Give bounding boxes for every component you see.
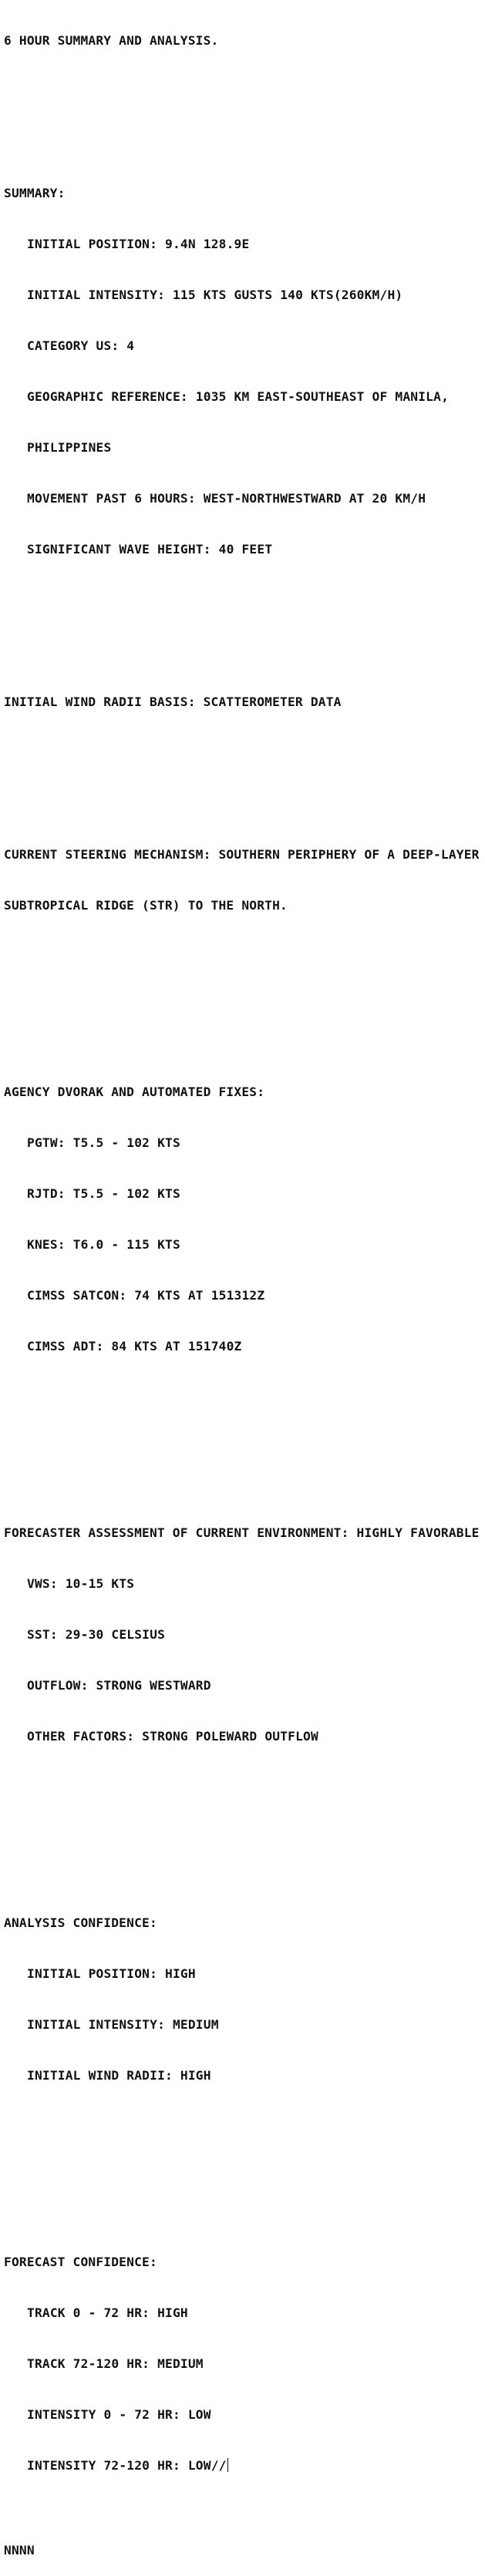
blank-line (4, 982, 480, 999)
blank-line (4, 745, 480, 762)
forecast-confidence-item: INTENSITY 0 - 72 HR: LOW (27, 2407, 211, 2422)
blank-line (4, 1423, 480, 1440)
text-cursor (227, 2458, 228, 2472)
forecast-confidence-item: TRACK 0 - 72 HR: HIGH (27, 2305, 188, 2320)
analysis-confidence-item: INITIAL INTENSITY: MEDIUM (27, 2017, 219, 2032)
wave-height: SIGNIFICANT WAVE HEIGHT: 40 FEET (27, 542, 273, 557)
analysis-confidence-item: INITIAL WIND RADII: HIGH (27, 2068, 211, 2083)
bulletin-document (4, 0, 480, 2576)
initial-intensity: INITIAL INTENSITY: 115 KTS GUSTS 140 KTS(260KM/H) (27, 288, 403, 302)
fix-item: KNES: T6.0 - 115 KTS (27, 1237, 180, 1252)
fix-item: PGTW: T5.5 - 102 KTS (27, 1135, 180, 1150)
steering-section (4, 812, 480, 948)
geographic-reference: GEOGRAPHIC REFERENCE: 1035 KM EAST-SOUTHEAST OF MANILA, (27, 389, 450, 404)
environment-heading: FORECASTER ASSESSMENT OF CURRENT ENVIRONMENT: HIGHLY FAVORABLE (4, 1525, 480, 1540)
environment-item: OTHER FACTORS: STRONG POLEWARD OUTFLOW (27, 1729, 318, 1744)
document-title: 6 HOUR SUMMARY AND ANALYSIS. (4, 33, 219, 48)
fix-item: CIMSS ADT: 84 KTS AT 151740Z (27, 1339, 242, 1354)
fixes-heading: AGENCY DVORAK AND AUTOMATED FIXES: (4, 1085, 265, 1099)
blank-line (4, 626, 480, 643)
steering-line-2: SUBTROPICAL RIDGE (STR) TO THE NORTH. (4, 898, 288, 913)
geographic-reference-continued: PHILIPPINES (27, 440, 112, 455)
forecast-confidence-section (4, 2220, 480, 2508)
forecast-confidence-heading: FORECAST CONFIDENCE: (4, 2255, 157, 2269)
analysis-confidence-item: INITIAL POSITION: HIGH (27, 1966, 196, 1981)
fix-item: RJTD: T5.5 - 102 KTS (27, 1186, 180, 1201)
blank-line (4, 2152, 480, 2169)
blank-line (4, 1813, 480, 1830)
forecast-confidence-item: INTENSITY 72-120 HR: LOW// (27, 2458, 227, 2473)
environment-item: VWS: 10-15 KTS (27, 1576, 135, 1591)
wind-radii-basis: INITIAL WIND RADII BASIS: SCATTEROMETER DATA (4, 694, 342, 709)
environment-section (4, 1491, 480, 1779)
forecast-confidence-item: TRACK 72-120 HR: MEDIUM (27, 2356, 204, 2371)
initial-position: INITIAL POSITION: 9.4N 128.9E (27, 237, 250, 251)
summary-section (4, 151, 480, 592)
environment-item: SST: 29-30 CELSIUS (27, 1627, 166, 1642)
end-marker: NNNN (4, 2543, 35, 2558)
analysis-confidence-heading: ANALYSIS CONFIDENCE: (4, 1915, 157, 1930)
environment-item: OUTFLOW: STRONG WESTWARD (27, 1678, 211, 1693)
forecast-confidence-last-line[interactable] (4, 2457, 480, 2474)
fix-item: CIMSS SATCON: 74 KTS AT 151312Z (27, 1288, 265, 1303)
blank-line (4, 83, 480, 100)
summary-heading: SUMMARY: (4, 186, 66, 200)
steering-line-1: CURRENT STEERING MECHANISM: SOUTHERN PERIPHERY OF A DEEP-LAYER (4, 847, 480, 862)
fixes-section (4, 1050, 480, 1389)
analysis-confidence-section (4, 1881, 480, 2118)
movement: MOVEMENT PAST 6 HOURS: WEST-NORTHWESTWARD AT 20 KM/H (27, 491, 426, 506)
category: CATEGORY US: 4 (27, 338, 135, 353)
